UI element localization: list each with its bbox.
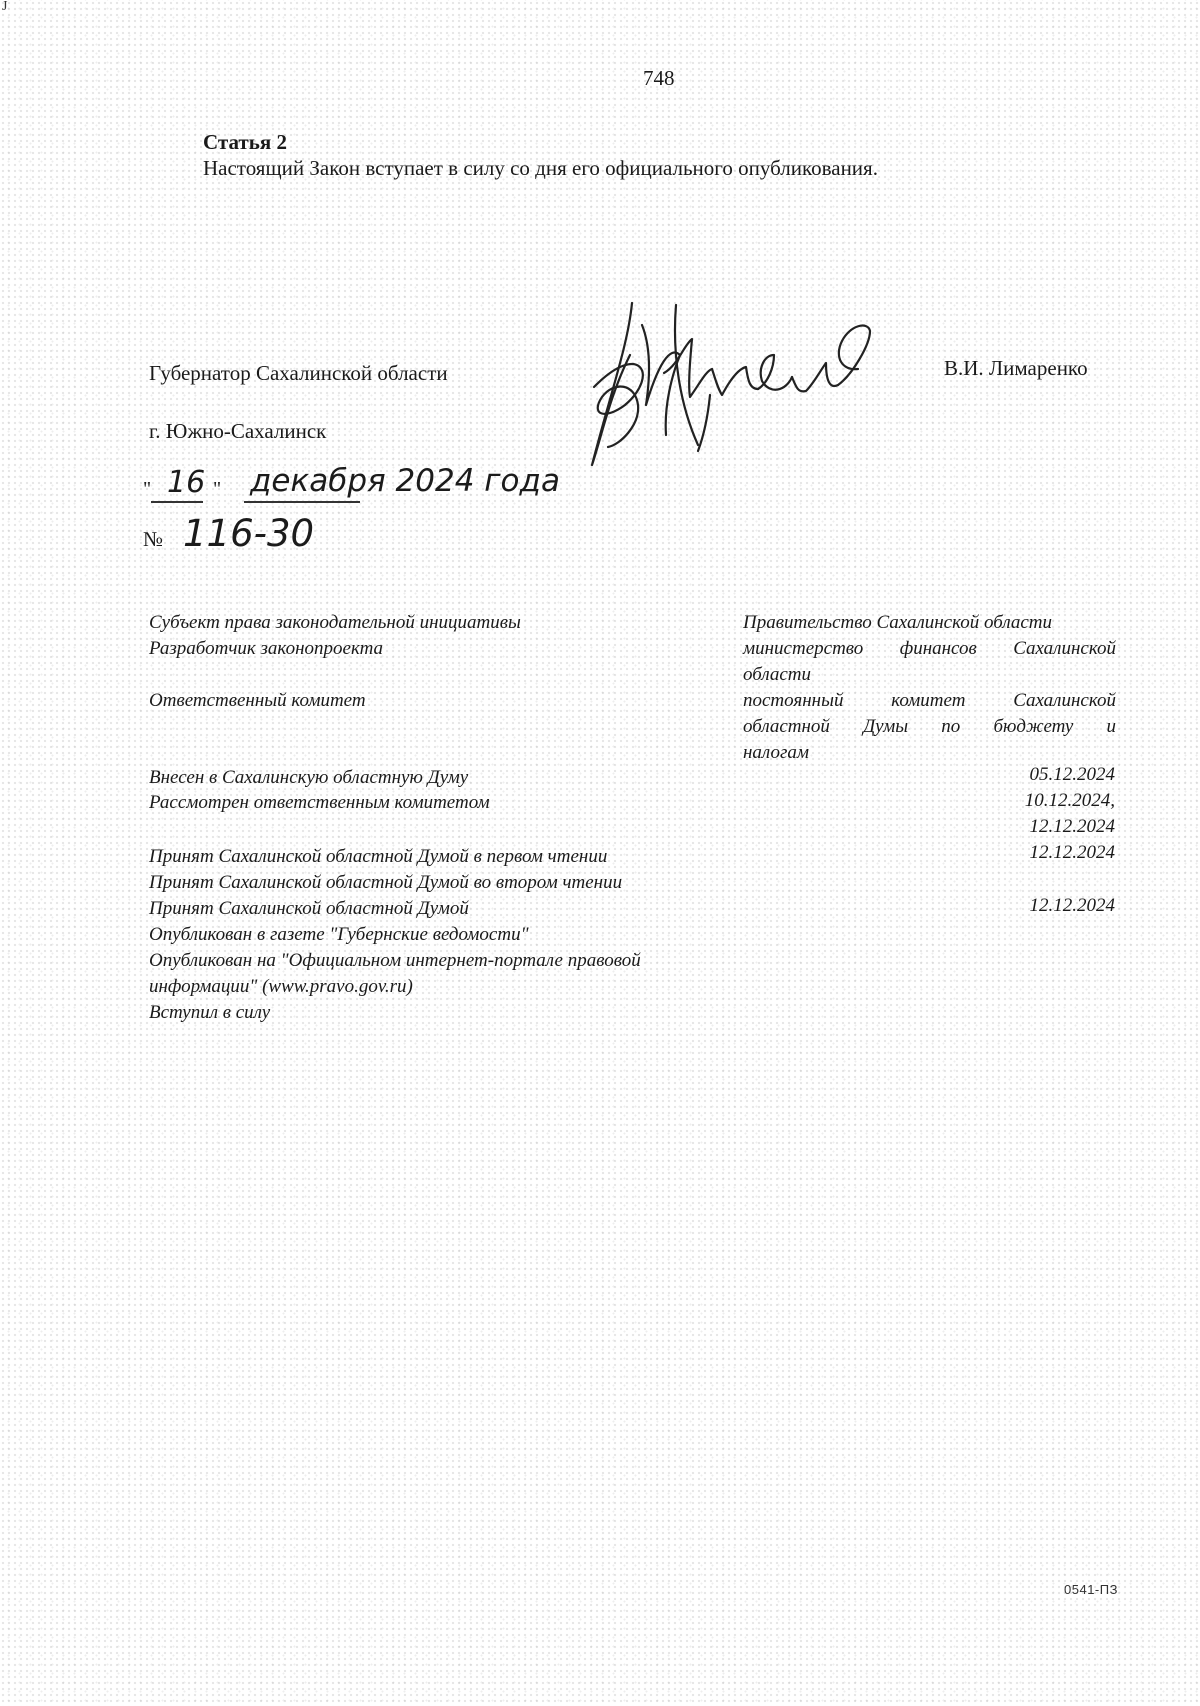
- stage-label: Внесен в Сахалинскую областную Думу: [149, 767, 469, 788]
- committee-value-line3: налогам: [743, 742, 809, 763]
- stage-label: Опубликован в газете "Губернские ведомости": [149, 924, 529, 945]
- committee-value-line2: областной Думы по бюджету и: [743, 716, 1116, 737]
- corner-mark: J: [2, 0, 8, 14]
- stage-label: Рассмотрен ответственным комитетом: [149, 792, 490, 813]
- stage-date: 12.12.2024: [1029, 842, 1115, 863]
- signing-place: г. Южно-Сахалинск: [149, 419, 327, 443]
- date-day-underline: [151, 501, 203, 503]
- signature-image: [580, 285, 900, 495]
- stage-label: Вступил в силу: [149, 1002, 271, 1023]
- stage-date: 10.12.2024,: [1024, 790, 1115, 811]
- date-open-quote: ": [143, 478, 152, 500]
- law-number-sign: №: [143, 527, 164, 551]
- stage-label: Принят Сахалинской областной Думой: [149, 898, 469, 919]
- footer-code: 0541-ПЗ: [1064, 1582, 1118, 1597]
- initiative-subject-label: Субъект права законодательной инициативы: [149, 612, 521, 633]
- stage-label: Принят Сахалинской областной Думой во втором чтении: [149, 872, 623, 893]
- stage-date: 12.12.2024: [1029, 816, 1115, 837]
- signatory-title: Губернатор Сахалинской области: [149, 361, 448, 385]
- date-month-year-handwritten: декабря 2024 года: [250, 463, 560, 499]
- date-day-handwritten: 16: [167, 465, 206, 500]
- stage-label-line1: Опубликован на "Официальном интернет-портале правовой: [149, 950, 641, 971]
- developer-value-line2: области: [743, 664, 812, 685]
- date-month-underline: [244, 501, 360, 503]
- committee-label: Ответственный комитет: [149, 690, 366, 711]
- initiative-subject-value: Правительство Сахалинской области: [743, 612, 1053, 633]
- stage-label: Принят Сахалинской областной Думой в первом чтении: [149, 846, 608, 867]
- signatory-name: В.И. Лимаренко: [944, 356, 1088, 380]
- developer-value-line1: министерство финансов Сахалинской: [743, 638, 1116, 659]
- developer-label: Разработчик законопроекта: [149, 638, 384, 659]
- stage-label-line2: информации" (www.pravo.gov.ru): [149, 976, 413, 997]
- law-number-handwritten: 116-30: [183, 512, 315, 555]
- stage-date: 05.12.2024: [1029, 764, 1115, 785]
- page-number: 748: [643, 66, 675, 90]
- date-close-quote: ": [213, 478, 222, 500]
- article-heading: Статья 2: [203, 130, 287, 154]
- article-text: Настоящий Закон вступает в силу со дня его официального опубликования.: [203, 156, 878, 180]
- stage-date: 12.12.2024: [1029, 895, 1115, 916]
- committee-value-line1: постоянный комитет Сахалинской: [743, 690, 1116, 711]
